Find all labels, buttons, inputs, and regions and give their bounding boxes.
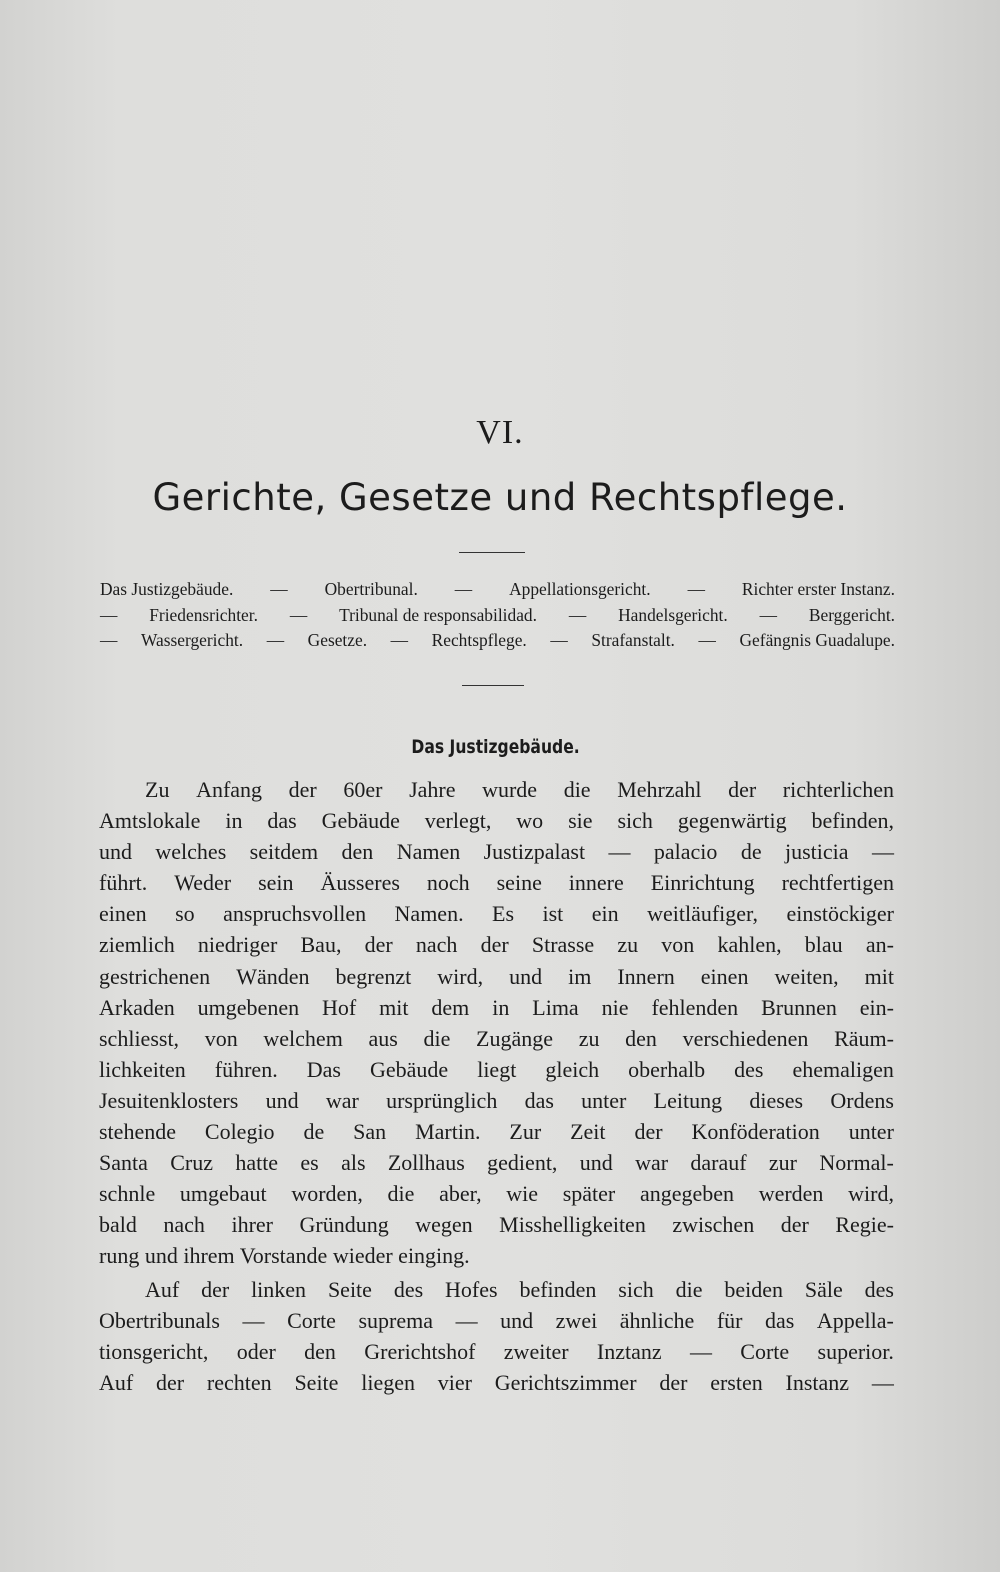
text-line [99,1367,894,1398]
word: richterlichen [782,777,894,802]
word: Lima [532,994,579,1020]
word: Ordens [830,1087,894,1113]
word: zwischen [672,1212,755,1238]
summary-line [100,603,895,629]
word: ihrer [231,1212,273,1238]
word: den [304,1338,336,1364]
word: aber, [439,1181,482,1207]
word: und [500,1307,534,1333]
word: zur [768,1150,798,1176]
word: zweiter [503,1338,569,1364]
word: nach [163,1212,205,1238]
word: wo [516,808,544,834]
summary-item: — [100,604,118,625]
word: Zur [509,1119,542,1145]
summary-item: Das Justizgebäude. [100,579,234,599]
word: umgebenen [197,994,300,1020]
word: 60er [343,777,383,802]
word: Das [306,1056,341,1082]
word: ziemlich [99,932,175,958]
word: Auf [145,1276,180,1302]
word: Anfang [196,777,263,802]
word: der [728,777,757,802]
word: Gebäude [369,1056,449,1082]
word: ein [591,901,619,927]
word: Seite [327,1276,372,1302]
word: anspruchsvollen [223,901,367,927]
word: und [579,1150,613,1176]
word: gedient, [487,1150,558,1176]
word: Namen. [394,901,464,927]
word: und [99,839,132,865]
word: Martin. [415,1119,481,1145]
word: schnle [99,1181,156,1207]
word: des [734,1056,764,1082]
word: angegeben [639,1181,734,1207]
text-line [99,867,894,898]
word: bald [99,1212,137,1238]
word: Zu [145,777,170,802]
word: zwei [555,1307,598,1333]
word: die [387,1181,415,1207]
text-line [99,929,894,960]
text-line [99,1178,894,1209]
word: mit [379,994,409,1020]
word: gegenwärtig [677,808,787,834]
word: die [423,1025,451,1051]
word: fehlenden [651,994,739,1020]
word: niedriger [197,932,278,958]
word: wurde [482,777,538,802]
word: wie [506,1181,539,1207]
word: befinden, [811,808,894,834]
word: dieses [749,1087,804,1113]
word: Santa [99,1150,148,1176]
word: einen [700,963,749,989]
summary-item: Gefängnis Guadalupe. [739,630,895,650]
word: stehende [99,1119,176,1145]
text-line [99,961,894,992]
word: Zollhaus [387,1150,465,1176]
word: San [353,1119,387,1145]
word: — [871,839,894,865]
text-fragment: rung und ihrem Vorstande wieder einging. [99,1243,470,1269]
word: von [661,932,695,958]
summary-item: Handelsgericht. [618,604,728,625]
word: Inztanz [596,1338,662,1364]
text-line [99,836,894,867]
text-line [99,898,894,929]
word: Weder [174,870,232,896]
word: Brunnen [761,994,837,1020]
word: Corte [740,1338,790,1364]
word: ein- [859,994,894,1020]
summary-item: Wassergericht. [140,630,244,650]
summary-item: — [698,630,716,650]
word: die [675,1276,703,1302]
word: Arkaden [99,994,175,1020]
word: liegt [477,1056,517,1082]
word: Gründung [299,1212,389,1238]
text-line [99,1054,894,1085]
word: Äusseres [320,870,400,896]
word: zu [617,932,639,958]
word: und [265,1087,299,1113]
word: als [341,1150,366,1176]
word: den [625,1025,657,1051]
word: einen [99,901,147,927]
word: gleich [545,1056,600,1082]
word: Namen [396,839,461,865]
word: seitdem [249,839,319,865]
word: ersten [710,1369,763,1395]
chapter-summary [100,577,895,654]
word: Corte [287,1307,336,1333]
text-line [99,1240,894,1271]
word: Einrichtung [650,870,755,896]
word: — [608,839,631,865]
word: linken [251,1276,307,1302]
summary-item: — [289,604,308,625]
text-line [99,1274,894,1305]
summary-item: Tribunal de responsabilidad. [339,604,537,625]
section-heading: Das Justizgebäude. [411,736,580,758]
word: Cruz [170,1150,213,1176]
word: so [175,901,195,927]
text-line [99,1023,894,1054]
word: superior. [817,1338,894,1364]
word: suprema [358,1307,434,1333]
word: führen. [214,1056,278,1082]
word: unter [848,1119,894,1145]
word: ist [542,901,564,927]
chapter-title: Gerichte, Gesetze und Rechtspflege. [152,476,848,519]
body-text [99,774,894,1398]
word: der [659,1369,688,1395]
word: Amtslokale [99,808,201,834]
word: Jahre [409,777,456,802]
text-line [99,1336,894,1367]
word: blau [804,932,843,958]
word: oberhalb [628,1056,706,1082]
summary-item: Strafanstalt. [591,630,675,650]
word: Mehrzahl [617,777,702,802]
word: kahlen, [717,932,782,958]
word: Wänden [236,963,310,989]
word: Gebäude [321,808,400,834]
word: Gerichtszimmer [494,1369,637,1395]
word: Innern [617,963,675,989]
chapter-number: VI. [476,414,524,451]
word: Misshelligkeiten [499,1212,646,1238]
word: begrenzt [335,963,412,989]
word: Zugänge [476,1025,554,1051]
summary-item: Gesetze. [307,630,368,650]
word: — [242,1307,265,1333]
word: Normal- [819,1150,894,1176]
text-line [99,1147,894,1178]
word: unter [581,1087,627,1113]
word: noch [426,870,470,896]
word: gestrichenen [99,963,211,989]
word: wird, [848,1181,894,1207]
word: Auf [99,1369,134,1395]
word: Zeit [570,1119,606,1145]
word: schliesst, [99,1025,180,1051]
summary-item: — [100,630,118,650]
word: die [563,777,591,802]
summary-item: — [270,579,288,599]
word: — [455,1307,478,1333]
word: de [303,1119,325,1145]
summary-item: — [390,630,409,650]
word: nach [415,932,458,958]
word: an- [865,932,894,958]
word: Leitung [653,1087,723,1113]
word: aus [368,1025,398,1051]
summary-item: — [550,630,568,650]
summary-item: — [687,579,705,599]
word: weiten, [774,963,839,989]
word: Räum- [834,1025,894,1051]
divider-rule-top [459,552,525,553]
word: tionsgericht, [99,1338,209,1364]
word: später [562,1181,616,1207]
summary-item: — [759,604,777,625]
word: rechtfertigen [781,870,894,896]
word: führt. [99,870,148,896]
word: werden [758,1181,824,1207]
word: der [201,1276,230,1302]
word: sich [618,1276,654,1302]
word: welchem [263,1025,343,1051]
word: Grerichtshof [364,1338,476,1364]
summary-item: Obertribunal. [324,579,418,599]
summary-line [100,577,895,603]
word: rechten [206,1369,272,1395]
word: von [204,1025,238,1051]
summary-item: Berggericht. [808,604,895,625]
text-line [99,774,894,805]
text-line [99,1209,894,1240]
word: Konföderation [691,1119,820,1145]
word: umgebaut [179,1181,267,1207]
word: der [288,777,317,802]
word: verschiedenen [682,1025,809,1051]
word: war [635,1150,669,1176]
word: verlegt, [424,808,492,834]
word: zu [578,1025,600,1051]
summary-item: — [568,604,587,625]
divider-rule-bottom [462,685,524,686]
word: der [634,1119,663,1145]
word: in [492,994,510,1020]
word: — [689,1338,712,1364]
word: es [300,1150,319,1176]
word: Seite [294,1369,339,1395]
word: beiden [724,1276,784,1302]
word: ehemaligen [792,1056,894,1082]
word: sich [617,808,653,834]
text-line [99,1085,894,1116]
word: Strasse [531,932,595,958]
text-line [99,1305,894,1336]
word: darauf [690,1150,747,1176]
word: justicia [784,839,849,865]
word: hatte [235,1150,279,1176]
word: das [267,808,297,834]
word: in [225,808,243,834]
word: oder [236,1338,276,1364]
word: des [864,1276,894,1302]
word: worden, [291,1181,363,1207]
word: Colegio [204,1119,275,1145]
summary-item: — [266,630,285,650]
summary-item: Friedensrichter. [149,604,258,625]
word: war [325,1087,359,1113]
word: einstöckiger [786,901,894,927]
word: nie [601,994,629,1020]
word: — [871,1369,894,1395]
word: mit [864,963,894,989]
word: der [780,1212,809,1238]
word: Obertribunals [99,1307,220,1333]
text-line [99,805,894,836]
word: Bau, [300,932,342,958]
word: Es [492,901,515,927]
word: Regie- [835,1212,894,1238]
word: wegen [415,1212,473,1238]
word: im [568,963,592,989]
word: wird, [437,963,484,989]
word: liegen [361,1369,415,1395]
word: den [341,839,374,865]
word: ursprünglich [386,1087,498,1113]
word: weitläufiger, [647,901,758,927]
word: dem [431,994,470,1020]
word: Appella- [816,1307,894,1333]
word: welches [155,839,227,865]
word: Säle [804,1276,843,1302]
word: palacio [653,839,718,865]
summary-item: Appellationsgericht. [509,579,651,599]
word: das [524,1087,554,1113]
word: Hof [322,994,357,1020]
text-line [99,992,894,1023]
word: der [480,932,509,958]
word: vier [437,1369,472,1395]
word: seine [496,870,542,896]
word: Jesuitenklosters [99,1087,239,1113]
word: des [393,1276,424,1302]
word: innere [568,870,624,896]
word: Instanz [785,1369,850,1395]
summary-line [100,628,895,654]
word: sein [258,870,294,896]
word: de [740,839,762,865]
word: der [364,932,393,958]
summary-item: Richter erster Instanz. [741,579,895,599]
word: das [765,1307,795,1333]
word: der [156,1369,185,1395]
word: für [716,1307,743,1333]
word: lichkeiten [99,1056,186,1082]
summary-item: Rechtspflege. [431,630,527,650]
summary-item: — [454,579,473,599]
word: Hofes [445,1276,498,1302]
word: sie [568,808,593,834]
text-line [99,1116,894,1147]
word: ähnliche [619,1307,695,1333]
word: und [509,963,543,989]
word: Justizpalast [483,839,586,865]
word: befinden [519,1276,597,1302]
